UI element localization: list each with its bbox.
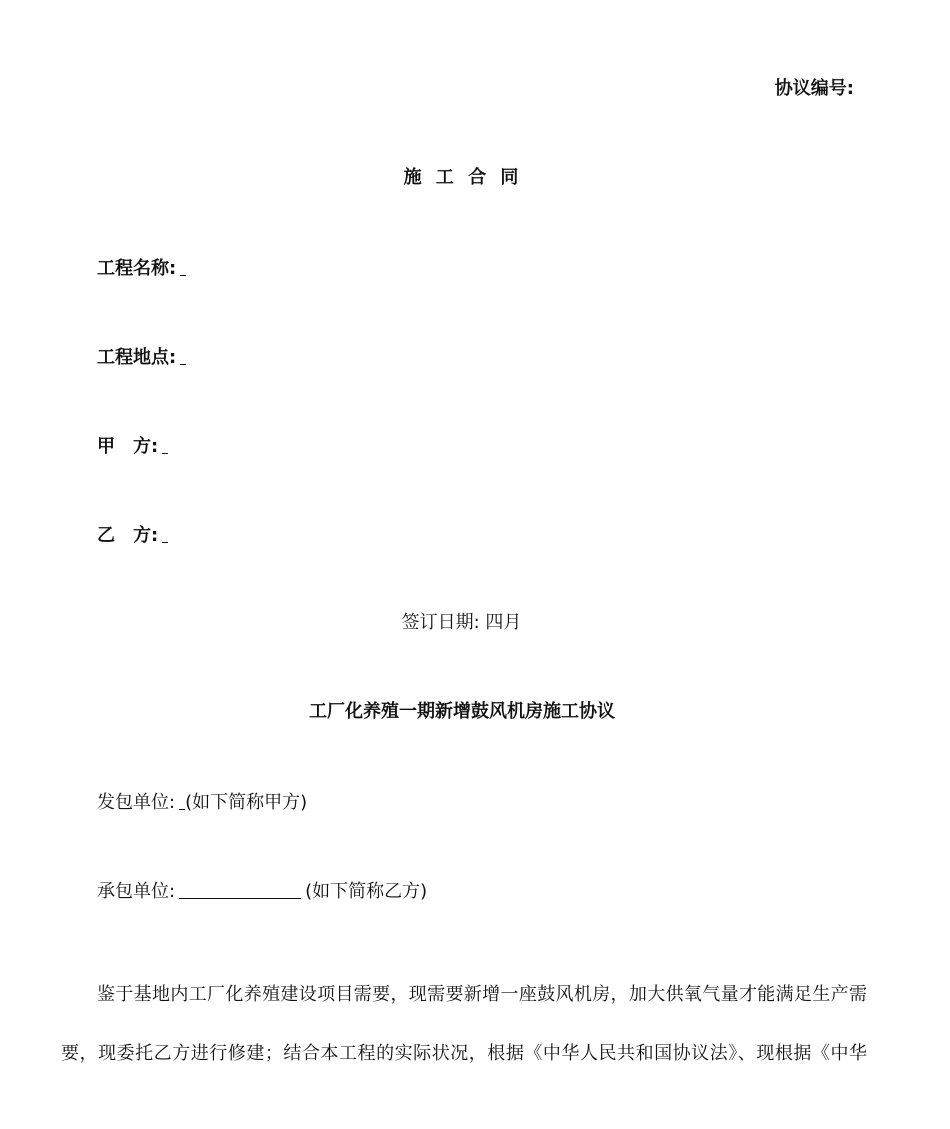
party-b-label: 乙 方: (97, 525, 159, 546)
employer-field (97, 789, 307, 815)
employer-label: 发包单位: (97, 792, 176, 813)
party-a-label: 甲 方: (97, 436, 159, 457)
project-name-label: 工程名称: (97, 258, 177, 279)
agreement-number-label (775, 77, 854, 101)
party-a-blank[interactable] (162, 433, 168, 454)
contractor-blank[interactable] (179, 878, 301, 899)
paragraph-line-2: 要，现委托乙方进行修建；结合本工程的实际状况，根据《中华人民共和国协议法》、现根据《中华 (61, 1043, 867, 1064)
contractor-label: 承包单位: (97, 881, 176, 902)
project-name-blank[interactable] (180, 255, 186, 276)
party-b-field (97, 522, 168, 548)
project-location-field (97, 344, 186, 370)
sign-date: 签订日期: 四月 (401, 612, 522, 633)
project-location-label: 工程地点: (97, 347, 177, 368)
employer-suffix: (如下简称甲方) (185, 792, 308, 813)
project-name-field (97, 255, 186, 281)
paragraph-line-1: 鉴于基地内工厂化养殖建设项目需要，现需要新增一座鼓风机房，加大供氧气量才能满足生产需 (97, 984, 867, 1005)
project-location-blank[interactable] (180, 344, 186, 365)
contractor-field (97, 878, 427, 904)
cover-title: 施 工 合 同 (403, 167, 523, 188)
contract-title: 工厂化养殖一期新增鼓风机房施工协议 (309, 701, 615, 722)
party-b-blank[interactable] (162, 522, 168, 543)
contract-paragraph (61, 965, 867, 1083)
party-a-field (97, 433, 168, 459)
agreement-number-text: 协议编号: (774, 78, 854, 99)
contractor-suffix: (如下简称乙方) (305, 881, 428, 902)
